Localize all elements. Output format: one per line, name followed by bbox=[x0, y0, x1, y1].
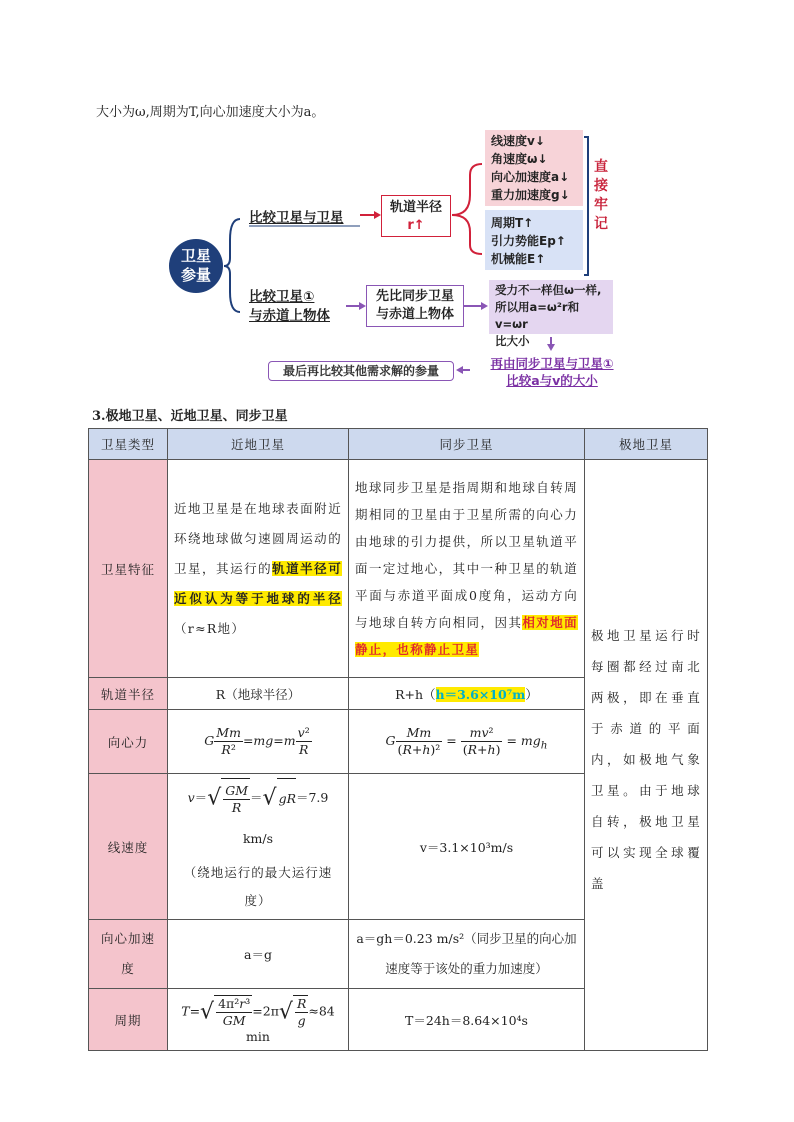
blue-item: 引力势能Ep↑ bbox=[491, 234, 566, 248]
orbit-radius-box bbox=[381, 195, 451, 237]
near-radius-cell: R（地球半径） bbox=[168, 678, 349, 710]
sync-force-formula: G $\frac{Mm}{\text{(R+h)²}}$ = $\frac{\text{mv²}}{(R+h)}$ = $mg_h$ bbox=[349, 710, 585, 774]
near-accel-cell: a＝g bbox=[168, 920, 349, 989]
sync-accel-cell: a＝gh＝0.23 m/s²（同步卫星的向心加速度等于该处的重力加速度） bbox=[349, 920, 585, 989]
sync-features-text: 地球同步卫星是指周期和地球自转周期相同的卫星由于卫星所需的向心力由地球的引力提供，所以卫星轨道平面一定过地心，其中一种卫星的轨道平面与赤道平面成0度角，运动方向与地球自转方向相同，因其 bbox=[355, 480, 578, 630]
blue-item: 周期T↑ bbox=[491, 216, 534, 230]
row-label: 线速度 bbox=[89, 774, 168, 920]
sync-radius-suffix: ） bbox=[525, 686, 538, 702]
sync-radius-cell bbox=[349, 678, 585, 710]
polar-features-cell: 极地卫星运行时每圈都经过南北两极，即在垂直于赤道的平面内，如极地气象卫星。由于地球自转，极地卫星可以实现全球覆盖 bbox=[585, 460, 708, 1051]
sync-features-highlight-red: 相 bbox=[522, 615, 537, 630]
circle-line1: 卫星 bbox=[180, 247, 211, 265]
satellite-comparison-table bbox=[88, 428, 708, 1051]
remember-char: 直 bbox=[594, 159, 608, 175]
remember-char: 接 bbox=[594, 178, 608, 194]
intro-text: 大小为ω,周期为T,向心加速度大小为a。 bbox=[96, 105, 325, 120]
sync-features-highlight: 对地面静止，也称静止卫星 bbox=[355, 615, 578, 657]
row-label: 周期 bbox=[89, 989, 168, 1051]
blue-item: 机械能E↑ bbox=[491, 252, 546, 266]
table-row-features bbox=[89, 460, 708, 678]
sync-box-line2: 与赤道上物体 bbox=[375, 307, 454, 322]
purple-item: 比大小 bbox=[495, 334, 530, 348]
row-label: 向心力 bbox=[89, 710, 168, 774]
col-header: 近地卫星 bbox=[168, 429, 349, 460]
near-speed-value: ＝7.9 km/s bbox=[242, 790, 329, 846]
near-force-formula: G $\frac{Mm}{\text{R²}}$ =mg=m $\frac{\text{v²}}{R}$ bbox=[168, 710, 349, 774]
near-features-highlight: 轨道半径可近似认为等于地球的半径 bbox=[174, 560, 342, 606]
col-header: 卫星类型 bbox=[89, 429, 168, 460]
near-speed-cell: v＝√ $\frac{GM}{R}$ ＝√ gR＝7.9 km/s （绕地运行的最大运行速度） bbox=[168, 774, 349, 920]
remember-directly-label bbox=[592, 158, 610, 234]
radius-box-line1: 轨道半径 bbox=[389, 200, 442, 215]
col-header: 同步卫星 bbox=[349, 429, 585, 460]
sync-first-box bbox=[366, 285, 464, 327]
pink-item: 线速度v↓ bbox=[491, 134, 545, 148]
then-compare-label bbox=[472, 355, 632, 389]
sync-speed-cell: v＝3.1×10³m/s bbox=[349, 774, 585, 920]
near-period-cell: T=√ $\frac{\text{4π²r³}}{GM}$ =2π√ $\frac{R}{g}$ ≈84 min bbox=[168, 989, 349, 1051]
compare-satellites-label: 比较卫星与卫星 bbox=[249, 210, 344, 226]
sync-box-line1: 先比同步卫星 bbox=[375, 289, 454, 304]
pink-item: 角速度ω↓ bbox=[491, 152, 548, 166]
near-features-text: 近地卫星是在地球表面附近环绕地球做匀速圆周运动的卫星，其运行的 bbox=[174, 500, 342, 576]
remember-char: 牢 bbox=[594, 197, 608, 213]
compare-equator-label bbox=[249, 288, 330, 326]
force-compare-box bbox=[489, 280, 613, 348]
then-line1: 再由同步卫星与卫星① bbox=[490, 356, 614, 371]
pink-item: 向心加速度a↓ bbox=[491, 170, 570, 184]
sync-features-cell bbox=[349, 460, 585, 678]
compare2-line2: 与赤道上物体 bbox=[249, 308, 330, 324]
near-features-tail: （r≈R地） bbox=[174, 620, 246, 636]
near-features-cell bbox=[168, 460, 349, 678]
purple-item: 受力不一样但ω一样, bbox=[495, 283, 602, 297]
near-period-value: ≈84 min bbox=[246, 1003, 335, 1044]
final-compare-box: 最后再比较其他需求解的参量 bbox=[268, 361, 454, 381]
remember-char: 记 bbox=[594, 216, 608, 232]
sync-radius-prefix: R+h（ bbox=[395, 686, 436, 702]
row-label: 卫星特征 bbox=[89, 460, 168, 678]
satellite-parameter-circle bbox=[169, 239, 223, 293]
section-title: 3.极地卫星、近地卫星、同步卫星 bbox=[92, 409, 288, 424]
table-header-row bbox=[89, 429, 708, 460]
circle-line2: 参量 bbox=[180, 266, 211, 284]
decreasing-quantities-box bbox=[485, 130, 583, 206]
compare2-line1: 比较卫星① bbox=[249, 289, 315, 305]
radius-box-line2: r↑ bbox=[407, 218, 425, 233]
col-header: 极地卫星 bbox=[585, 429, 708, 460]
sync-period-cell: T＝24h＝8.64×10⁴s bbox=[349, 989, 585, 1051]
near-speed-note: （绕地运行的最大运行速度） bbox=[183, 865, 333, 908]
purple-item: 所以用a=ω²r和v=ωr bbox=[495, 300, 580, 331]
row-label: 轨道半径 bbox=[89, 678, 168, 710]
row-label: 向心加速度 bbox=[89, 920, 168, 989]
then-line2: 比较a与v的大小 bbox=[506, 373, 598, 388]
increasing-quantities-box bbox=[485, 210, 583, 270]
pink-item: 重力加速度g↓ bbox=[491, 188, 570, 202]
sync-radius-value: h＝3.6×10⁷m bbox=[435, 686, 526, 702]
